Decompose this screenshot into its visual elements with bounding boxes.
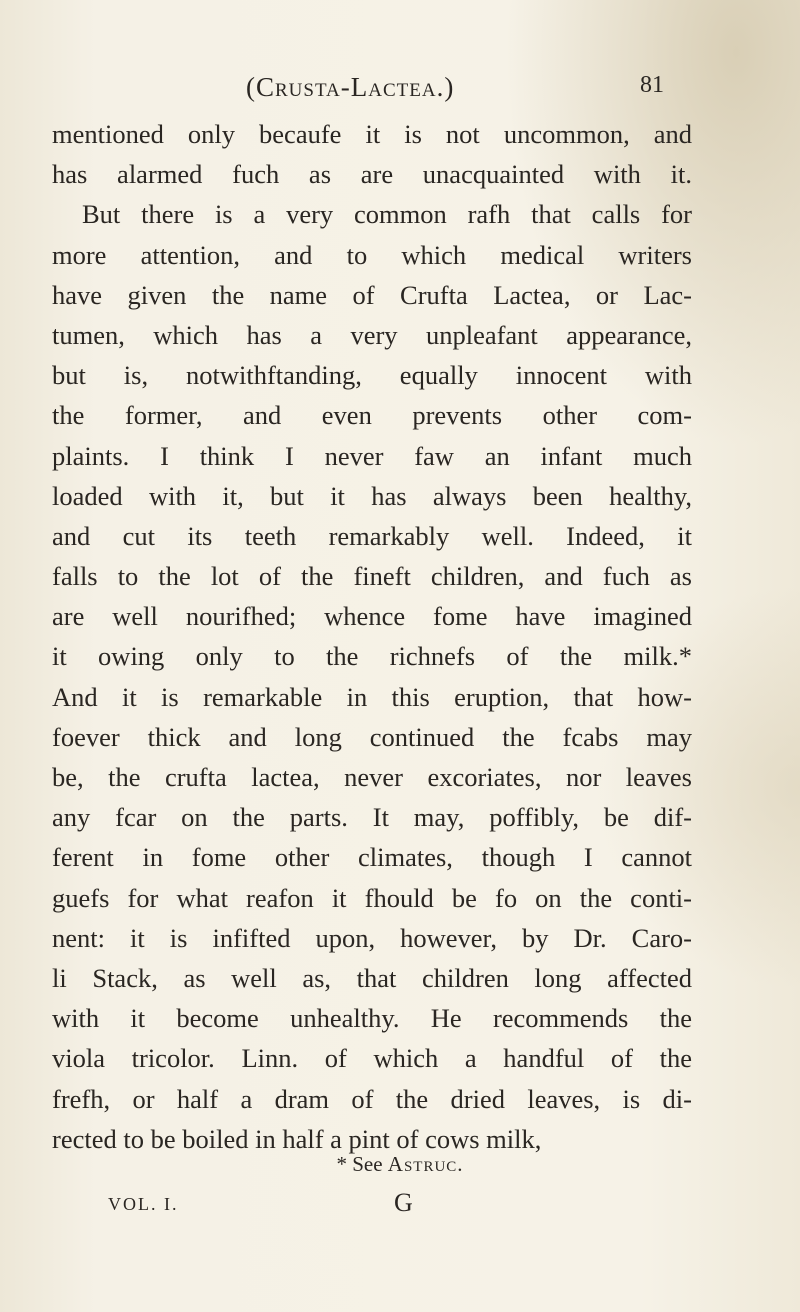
text-line: foever thick and long continued the fcabs may xyxy=(52,721,692,752)
text-line: have given the name of Crufta Lactea, or Lac- xyxy=(52,279,692,310)
text-line: And it is remarkable in this eruption, that how- xyxy=(52,681,692,712)
running-head: (Crusta-Lactea.) xyxy=(246,72,455,102)
text-line: ferent in fome other climates, though I cannot xyxy=(52,842,692,873)
text-line: viola tricolor. Linn. of which a handful of the xyxy=(52,1043,692,1074)
volume-label: VOL. I. xyxy=(108,1194,179,1214)
text-line: falls to the lot of the fineft children, and fuch as xyxy=(52,561,692,592)
text-line: and cut its teeth remarkably well. Indeed, it xyxy=(52,520,692,551)
text-line: li Stack, as well as, that children long affected xyxy=(52,962,692,993)
text-line: rected to be boiled in half a pint of cows milk, xyxy=(52,1123,542,1154)
footnote-prefix: See xyxy=(352,1152,383,1176)
text-line: are well nourifhed; whence fome have imagined xyxy=(52,601,692,632)
footnote-mark: * xyxy=(336,1152,347,1176)
text-line: the former, and even prevents other com- xyxy=(52,400,692,431)
text-line: loaded with it, but it has always been healthy, xyxy=(52,480,692,511)
text-line: nent: it is infifted upon, however, by Dr. Caro- xyxy=(52,922,692,953)
text-line: it owing only to the richnefs of the milk.* xyxy=(52,641,692,672)
text-line: But there is a very common rafh that calls for xyxy=(82,199,692,230)
text-line: more attention, and to which medical writers xyxy=(52,239,692,270)
page-footer xyxy=(0,1188,800,1222)
text-line: but is, notwithftanding, equally innocent with xyxy=(52,360,692,391)
page-number: 81 xyxy=(640,72,664,98)
body-text xyxy=(52,114,692,1159)
text-line: with it become unhealthy. He recommends the xyxy=(52,1003,692,1034)
footnote xyxy=(0,1152,800,1177)
text-line: be, the crufta lactea, never excoriates, nor leaves xyxy=(52,762,692,792)
text-line: has alarmed fuch as are unacquainted with it. xyxy=(52,159,692,190)
text-line: guefs for what reafon it fhould be fo on the conti- xyxy=(52,882,692,913)
text-line: frefh, or half a dram of the dried leaves, is di- xyxy=(52,1083,692,1114)
page-header xyxy=(0,72,800,108)
text-line: mentioned only becaufe it is not uncommon, and xyxy=(52,119,692,149)
signature-mark: G xyxy=(394,1188,413,1217)
text-line: tumen, which has a very unpleafant appearance, xyxy=(52,319,692,350)
text-line: plaints. I think I never faw an infant much xyxy=(52,440,692,471)
text-line: any fcar on the parts. It may, poffibly, be dif- xyxy=(52,802,692,833)
footnote-author: Astruc. xyxy=(387,1152,464,1176)
